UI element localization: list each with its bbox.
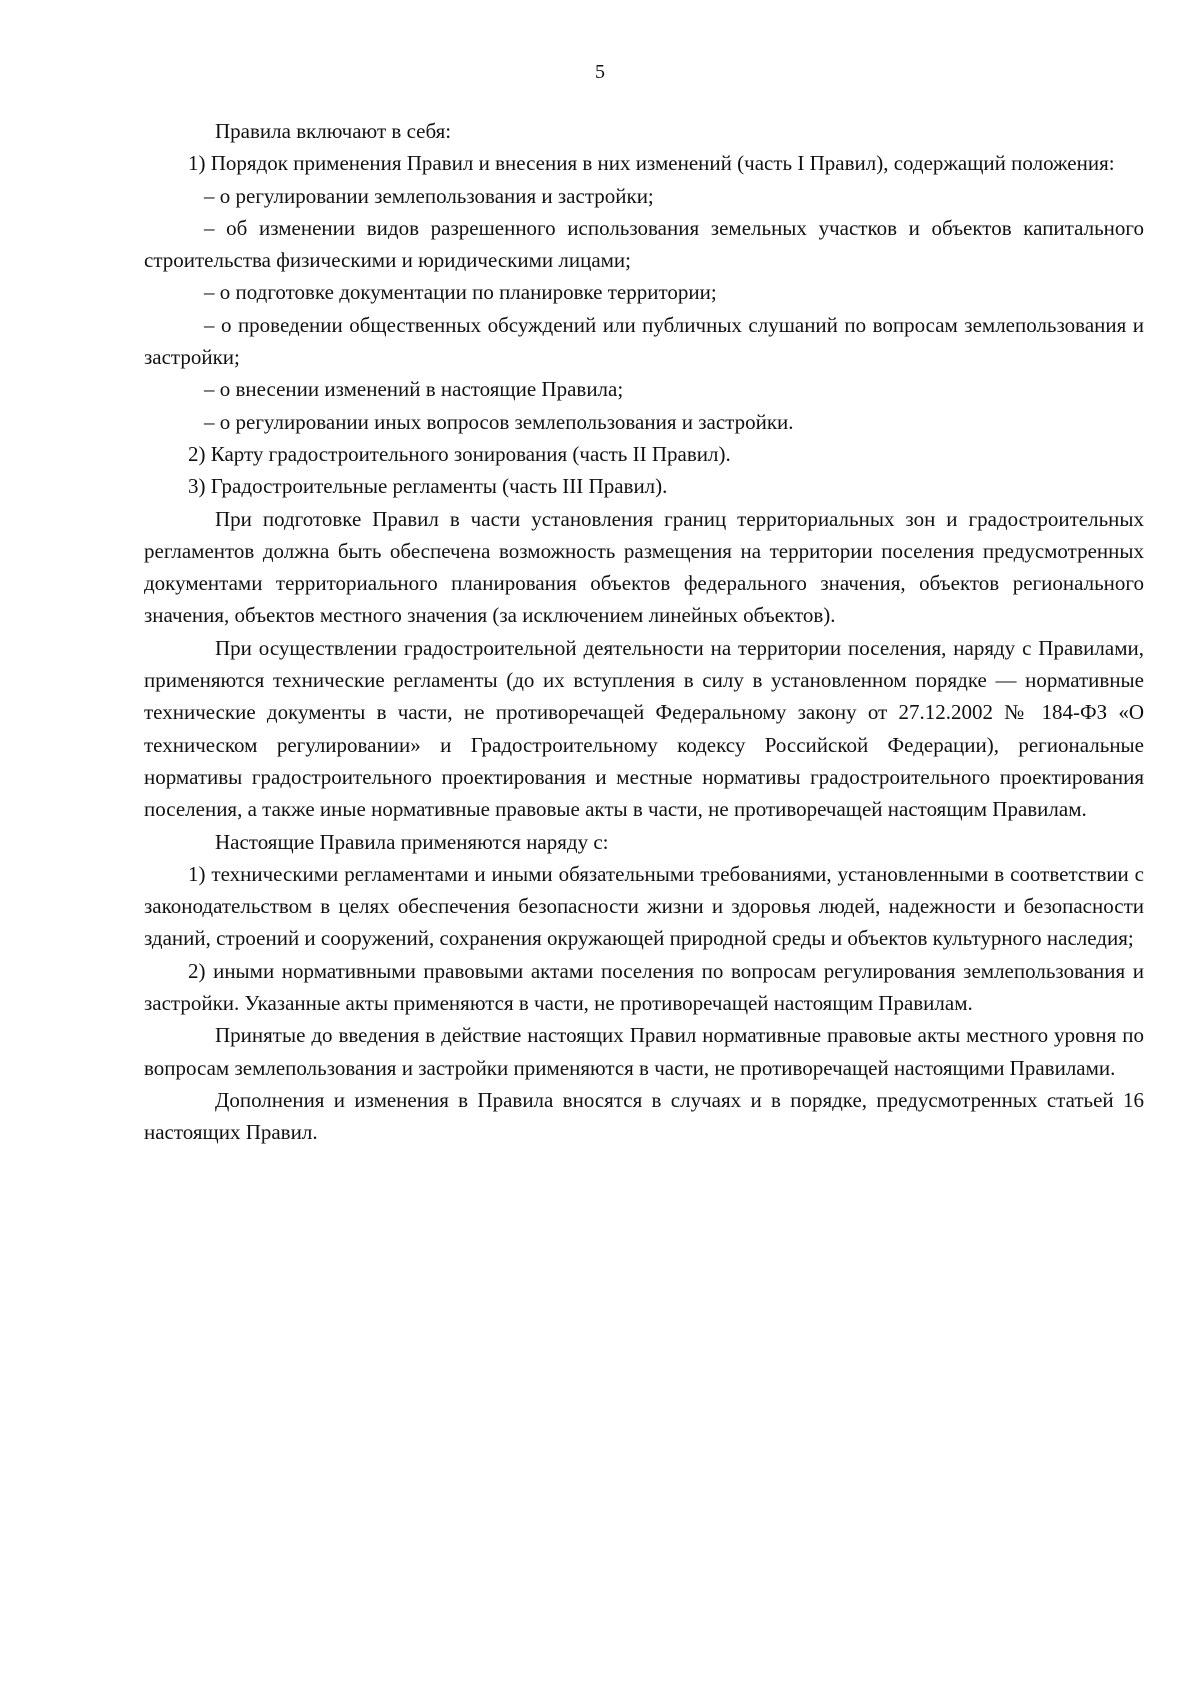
page-number: 5 [595, 61, 605, 83]
paragraph-prior-acts: Принятые до введения в действие настоящих Правил нормативные правовые акты местного уровня по вопросам землепользования и застройки применяются в части, не противоречащей настоящими Правилами. [144, 1023, 1144, 1080]
sub-item-public-hearings: – о проведении общественных обсуждений или публичных слушаний по вопросам землепользования и застройки; [144, 312, 1144, 370]
list-item-2: 2) Карту градостроительного зонирования (часть II Правил). [188, 441, 731, 466]
applied-item-2: 2) иными нормативными правовыми актами поселения по вопросам регулирования землепользования и застройки. Указанные акты применяются в части, не противоречащей настоящим Правилам. [144, 958, 1144, 1016]
paragraph-tech-regulations: При осуществлении градостроительной деятельности на территории поселения, наряду с Правилами, применяются технические регламенты (до их вступления в силу в установленном порядке — нормативные технические документы в части, не противоречащей Федеральному закону от 27.12.2002 № 184-ФЗ «О техническом регулировании» и Градостроительному кодексу Российской Федерации), региональные нормативы градостроительного проектирования и местные нормативы градостроительного проектирования поселения, а также иные нормативные правовые акты в части, не противоречащей настоящим Правилам. [144, 635, 1144, 822]
sub-item-land-use-change: – об изменении видов разрешенного использования земельных участков и объектов капитального строительства физическими и юридическими лицами; [144, 215, 1144, 273]
sub-item-amendments: – о внесении изменений в настоящие Правила; [204, 377, 624, 402]
paragraph-intro: Правила включают в себя: [215, 119, 452, 143]
document-body [144, 115, 1144, 1149]
sub-item-regulation: – о регулировании землепользования и застройки; [204, 183, 654, 208]
sub-item-other-issues: – о регулировании иных вопросов землепользования и застройки. [204, 409, 794, 434]
list-item-1: 1) Порядок применения Правил и внесения в них изменений (часть I Правил), содержащий положения: [188, 151, 1115, 176]
paragraph-applied-with: Настоящие Правила применяются наряду с: [215, 829, 609, 854]
paragraph-zones: При подготовке Правил в части установления границ территориальных зон и градостроительных регламентов должна быть обеспечена возможность размещения на территории поселения предусмотренных документами территориального планирования объектов федерального значения, объектов регионального значения, объектов местного значения (за исключением линейных объектов). [144, 506, 1144, 628]
applied-item-1: 1) техническими регламентами и иными обязательными требованиями, установленными в соответствии с законодательством в целях обеспечения безопасности жизни и здоровья людей, надежности и безопасности зданий, строений и сооружений, сохранения окружающей природной среды и объектов культурного наследия; [144, 861, 1144, 951]
sub-item-planning-docs: – о подготовке документации по планировке территории; [204, 280, 717, 305]
list-item-3: 3) Градостроительные регламенты (часть III Правил). [188, 474, 668, 499]
paragraph-amendments: Дополнения и изменения в Правила вносятся в случаях и в порядке, предусмотренных статьей 16 настоящих Правил. [144, 1087, 1144, 1145]
